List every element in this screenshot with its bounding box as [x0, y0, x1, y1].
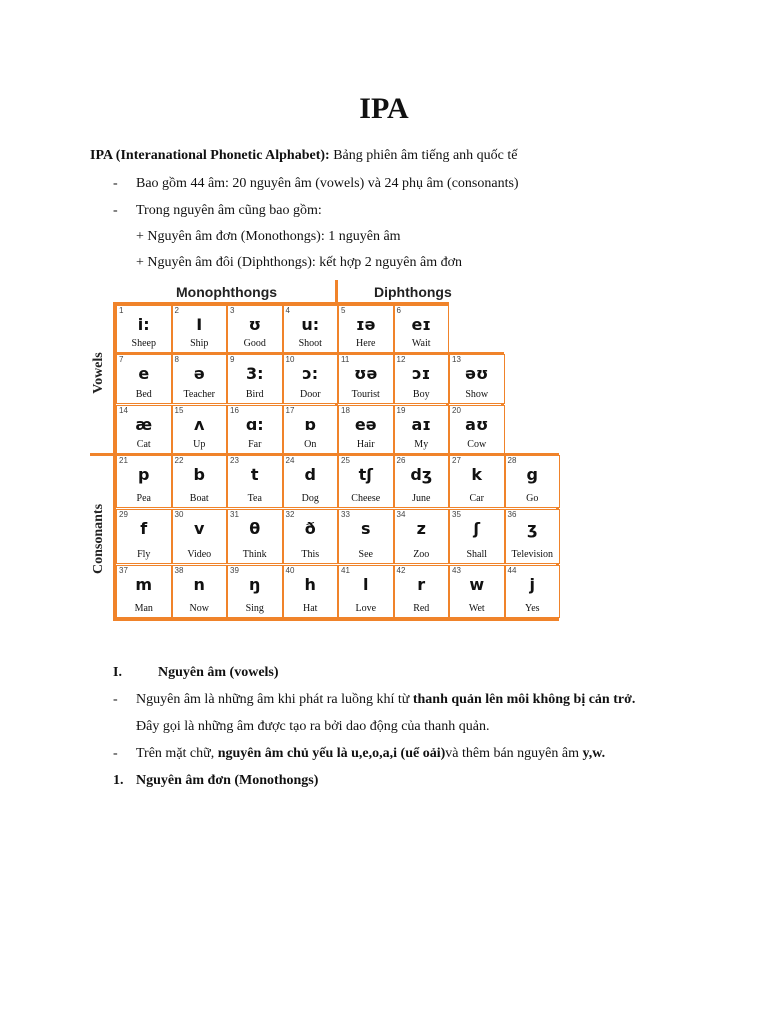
ipa-number: 39	[230, 566, 239, 575]
ipa-cell	[172, 565, 228, 618]
ipa-symbol: ʃ	[473, 519, 481, 538]
ipa-cell	[283, 509, 339, 564]
ipa-number: 27	[452, 456, 461, 465]
ipa-number: 15	[174, 406, 184, 415]
ipa-cell	[227, 565, 283, 618]
ipa-cell	[505, 509, 561, 564]
ipa-number: 5	[341, 306, 346, 315]
ipa-example-word: Wet	[468, 603, 485, 614]
ipa-number: 4	[285, 306, 290, 315]
ipa-symbol: e	[138, 364, 150, 383]
ipa-cell	[394, 405, 450, 454]
ipa-symbol: g	[526, 465, 538, 484]
ipa-cell	[505, 565, 561, 618]
ipa-symbol: ŋ	[249, 575, 261, 594]
bullet-1: Bao gồm 44 âm: 20 nguyên âm (vowels) và 24 phụ âm (consonants)	[136, 176, 519, 191]
ipa-cell	[394, 509, 450, 564]
ipa-number: 22	[174, 456, 184, 465]
ipa-symbol: b	[193, 465, 205, 484]
ipa-number: 7	[119, 355, 124, 364]
ipa-example-word: Tea	[247, 493, 262, 504]
ipa-cell	[394, 305, 450, 353]
bullet-2a: + Nguyên âm đơn (Monothongs): 1 nguyên âm	[136, 229, 401, 244]
ipa-number: 16	[230, 406, 239, 415]
ipa-cell	[449, 455, 505, 508]
ipa-example-word: Door	[299, 389, 321, 400]
ipa-number: 14	[119, 406, 128, 415]
ipa-example-word: Boy	[412, 389, 430, 400]
monophthongs-header: Monophthongs	[176, 284, 278, 300]
ipa-symbol: ɑ:	[245, 415, 264, 434]
intro-line	[90, 148, 518, 164]
ipa-cell	[227, 354, 283, 404]
bullet-2: Trong nguyên âm cũng bao gồm:	[136, 203, 322, 218]
ipa-number: 8	[174, 355, 179, 364]
ipa-example-word: Sheep	[131, 338, 156, 349]
ipa-symbol: j	[529, 575, 535, 594]
ipa-cell	[283, 354, 339, 404]
ipa-example-word: Bird	[245, 389, 264, 400]
intro-definition: Bảng phiên âm tiếng anh quốc tế	[329, 148, 518, 163]
ipa-symbol: ə	[193, 364, 205, 383]
ipa-example-word: Dog	[301, 493, 319, 504]
ipa-symbol: i:	[137, 315, 150, 334]
ipa-symbol: w	[469, 575, 485, 594]
ipa-example-word: Shoot	[298, 338, 322, 349]
ipa-number: 35	[452, 510, 461, 519]
ipa-example-word: Television	[511, 549, 553, 560]
ipa-symbol: m	[135, 575, 153, 594]
ipa-example-word: My	[414, 439, 429, 450]
ipa-number: 29	[119, 510, 128, 519]
ipa-cell	[116, 354, 172, 404]
ipa-example-word: Cat	[136, 439, 151, 450]
ipa-example-word: Shall	[466, 549, 488, 560]
ipa-cell	[449, 565, 505, 618]
ipa-cell	[449, 354, 505, 404]
section-1-p1	[136, 692, 635, 708]
ipa-cell	[116, 305, 172, 353]
ipa-example-word: Far	[248, 439, 262, 450]
ipa-example-word: Wait	[411, 338, 431, 349]
ipa-example-word: On	[304, 439, 317, 450]
ipa-cell	[283, 455, 339, 508]
bullet-dash: -	[113, 692, 118, 707]
ipa-number: 33	[341, 510, 350, 519]
ipa-cell	[172, 509, 228, 564]
ipa-symbol: d	[304, 465, 316, 484]
ipa-number: 13	[452, 355, 461, 364]
ipa-number: 2	[174, 306, 179, 315]
ipa-number: 42	[396, 566, 406, 575]
ipa-symbol: ʒ	[527, 519, 538, 538]
consonants-label: Consonants	[91, 503, 106, 575]
ipa-symbol: ɔɪ	[412, 364, 431, 383]
ipa-symbol: l	[363, 575, 369, 594]
p2-mid: và thêm bán nguyên âm	[445, 746, 583, 761]
bullet-dash: -	[113, 203, 118, 218]
ipa-example-word: Pea	[136, 493, 151, 504]
ipa-example-word: Teacher	[183, 389, 215, 400]
ipa-symbol: əʊ	[465, 364, 489, 383]
ipa-number: 21	[119, 456, 128, 465]
ipa-symbol: k	[471, 465, 483, 484]
ipa-number: 26	[396, 456, 406, 465]
ipa-number: 11	[341, 355, 350, 364]
vowels-label: Vowels	[91, 352, 106, 394]
ipa-cell	[394, 565, 450, 618]
ipa-example-word: Go	[526, 493, 539, 504]
ipa-cell	[227, 455, 283, 508]
ipa-symbol: ʊə	[354, 364, 378, 383]
p1-text: Nguyên âm là những âm khi phát ra luồng khí từ	[136, 692, 413, 707]
ipa-cell	[172, 455, 228, 508]
ipa-cell	[394, 354, 450, 404]
ipa-number: 6	[396, 306, 401, 315]
ipa-symbol: ɔ:	[302, 364, 319, 383]
p2-bold2: y,w.	[582, 746, 606, 761]
ipa-example-word: Bed	[135, 389, 152, 400]
ipa-cell	[116, 565, 172, 618]
p1-bold: thanh quản lên môi không bị cản trở.	[412, 692, 636, 707]
p2-text: Trên mặt chữ,	[136, 746, 218, 761]
section-1-p2	[136, 746, 605, 762]
ipa-symbol: ʌ	[194, 415, 205, 434]
ipa-symbol: p	[138, 465, 150, 484]
ipa-example-word: See	[358, 549, 373, 560]
ipa-cell	[172, 354, 228, 404]
ipa-cell	[172, 305, 228, 353]
ipa-example-word: Sing	[245, 603, 264, 614]
ipa-number: 30	[174, 510, 184, 519]
ipa-cell	[338, 565, 394, 618]
ipa-example-word: June	[412, 493, 431, 504]
ipa-number: 24	[285, 456, 295, 465]
ipa-symbol: t	[250, 465, 259, 484]
ipa-symbol: r	[417, 575, 426, 594]
intro-term: IPA (Interanational Phonetic Alphabet):	[90, 148, 330, 163]
ipa-number: 18	[341, 406, 350, 415]
ipa-symbol: ɪə	[355, 315, 376, 334]
ipa-number: 41	[341, 566, 350, 575]
ipa-number: 31	[230, 510, 239, 519]
ipa-example-word: Car	[469, 493, 484, 504]
ipa-number: 34	[396, 510, 406, 519]
ipa-cell	[338, 455, 394, 508]
ipa-example-word: Show	[465, 389, 489, 400]
ipa-example-word: Good	[243, 338, 266, 349]
ipa-number: 37	[119, 566, 128, 575]
ipa-example-word: Hat	[303, 603, 318, 614]
ipa-example-word: Now	[189, 603, 209, 614]
ipa-symbol: 3:	[245, 364, 264, 383]
diphthongs-header: Diphthongs	[374, 284, 452, 300]
ipa-example-word: Video	[187, 549, 212, 560]
ipa-cell	[394, 455, 450, 508]
ipa-example-word: Cow	[467, 439, 487, 450]
ipa-number: 9	[230, 355, 235, 364]
ipa-cell	[505, 455, 561, 508]
ipa-symbol: tʃ	[358, 465, 373, 484]
ipa-example-word: Hair	[356, 439, 375, 450]
ipa-example-word: Yes	[524, 603, 540, 614]
bullet-dash: -	[113, 176, 118, 191]
ipa-symbol: aʊ	[465, 415, 489, 434]
ipa-symbol: u:	[301, 315, 320, 334]
ipa-number: 38	[174, 566, 184, 575]
section-1-heading: Nguyên âm (vowels)	[158, 665, 279, 680]
ipa-number: 28	[507, 456, 517, 465]
ipa-number: 32	[285, 510, 295, 519]
ipa-example-word: Love	[355, 603, 377, 614]
ipa-symbol: v	[194, 519, 205, 538]
ipa-cell	[172, 405, 228, 454]
ipa-example-word: This	[301, 549, 320, 560]
section-1-number: I.	[113, 665, 122, 680]
ipa-cell	[227, 405, 283, 454]
ipa-symbol: eə	[354, 415, 377, 434]
ipa-example-word: Think	[242, 549, 267, 560]
ipa-cell	[449, 405, 505, 454]
ipa-cell	[338, 354, 394, 404]
ipa-cell	[116, 405, 172, 454]
ipa-cell	[283, 405, 339, 454]
ipa-number: 43	[452, 566, 461, 575]
ipa-symbol: ʊ	[248, 315, 261, 334]
ipa-symbol: aɪ	[411, 415, 432, 434]
bullet-dash: -	[113, 746, 118, 761]
ipa-example-word: Up	[193, 439, 206, 450]
ipa-symbol: dʒ	[410, 465, 433, 484]
ipa-symbol: z	[416, 519, 426, 538]
section-1-p1-cont: Đây gọi là những âm được tạo ra bởi dao động của thanh quản.	[136, 719, 490, 734]
p2-bold: nguyên âm chủ yếu là u,e,o,a,i (uể oải)	[217, 746, 446, 761]
ipa-symbol: h	[304, 575, 316, 594]
ipa-symbol: I	[196, 315, 203, 334]
ipa-symbol: ð	[304, 519, 316, 538]
ipa-number: 23	[230, 456, 239, 465]
ipa-cell	[116, 509, 172, 564]
ipa-symbol: s	[360, 519, 371, 538]
ipa-cell	[338, 305, 394, 353]
ipa-cell	[227, 305, 283, 353]
ipa-symbol: f	[140, 519, 148, 538]
ipa-cell	[227, 509, 283, 564]
ipa-example-word: Fly	[137, 549, 151, 560]
ipa-example-word: Man	[134, 603, 153, 614]
bullet-2b: + Nguyên âm đôi (Diphthongs): kết hợp 2 nguyên âm đơn	[136, 255, 462, 270]
subsection-1-heading: Nguyên âm đơn (Monothongs)	[136, 773, 319, 788]
ipa-example-word: Here	[356, 338, 376, 349]
ipa-example-word: Ship	[190, 338, 209, 349]
ipa-cell	[449, 509, 505, 564]
ipa-symbol: ɒ	[304, 415, 316, 434]
ipa-number: 44	[507, 566, 517, 575]
ipa-example-word: Tourist	[351, 389, 380, 400]
ipa-number: 10	[285, 355, 295, 364]
ipa-symbol: æ	[135, 415, 153, 434]
ipa-cell	[283, 565, 339, 618]
ipa-example-word: Red	[413, 603, 430, 614]
ipa-number: 3	[230, 306, 235, 315]
ipa-symbol: θ	[249, 519, 261, 538]
ipa-example-word: Cheese	[351, 493, 381, 504]
ipa-number: 1	[119, 306, 124, 315]
ipa-cell	[338, 509, 394, 564]
ipa-number: 36	[507, 510, 517, 519]
ipa-number: 12	[396, 355, 406, 364]
ipa-cell	[283, 305, 339, 353]
ipa-example-word: Boat	[189, 493, 209, 504]
ipa-cell	[338, 405, 394, 454]
ipa-number: 19	[396, 406, 406, 415]
ipa-example-word: Zoo	[413, 549, 430, 560]
ipa-number: 25	[341, 456, 350, 465]
ipa-symbol: eɪ	[411, 315, 432, 334]
ipa-number: 20	[452, 406, 461, 415]
subsection-1-number: 1.	[113, 773, 124, 788]
page-title: IPA	[359, 92, 409, 125]
ipa-number: 17	[285, 406, 295, 415]
ipa-cell	[116, 455, 172, 508]
ipa-symbol: n	[193, 575, 205, 594]
ipa-number: 40	[285, 566, 295, 575]
